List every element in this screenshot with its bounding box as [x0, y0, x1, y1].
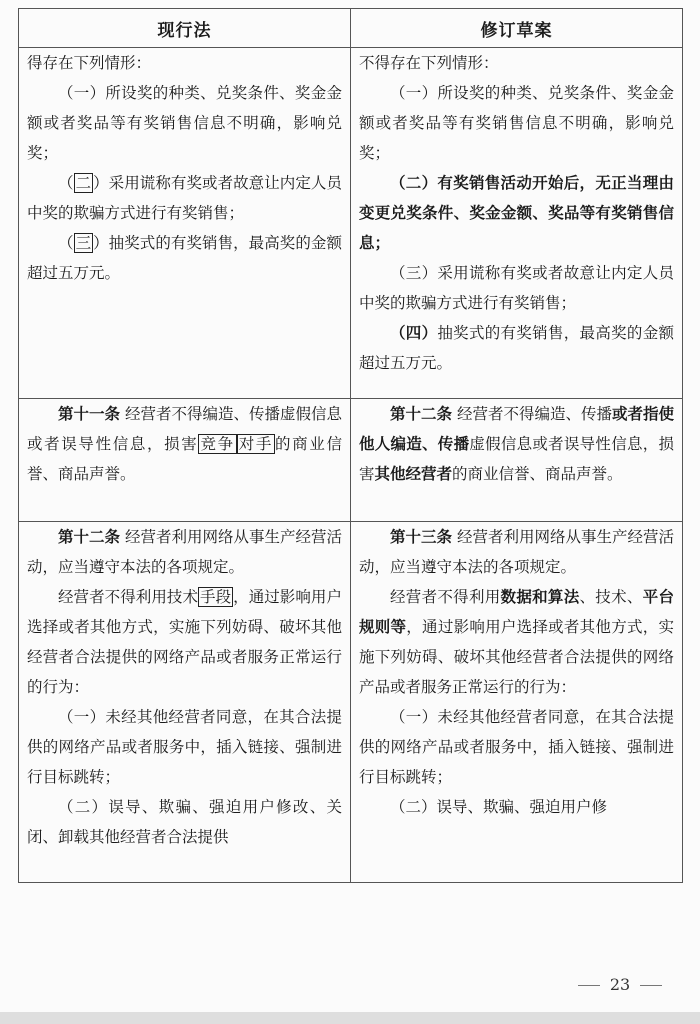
- item-2-new: （二）有奖销售活动开始后，无正当理由变更兑奖条件、奖金金额、奖品等有奖销售信息；: [359, 174, 674, 252]
- current-law-cell: [19, 399, 351, 522]
- article-paragraph: 第十二条 经营者不得编造、传播或者指使他人编造、传播虚假信息或者误导性信息，损害其他经营者的商业信誉、商品声誉。: [359, 405, 674, 483]
- article-number: 第十一条: [58, 405, 121, 423]
- revised-draft-cell: [351, 399, 683, 522]
- paragraph: 经营者不得利用数据和算法、技术、平台规则等，通过影响用户选择或者其他方式，实施下列妨碍、破坏其他经营者合法提供的网络产品或者服务正常运行的行为：: [359, 588, 674, 696]
- header-current-law: 现行法: [19, 9, 351, 48]
- revised-draft-cell: [351, 522, 683, 883]
- item-2: （二）误导、欺骗、强迫用户修改、关闭、卸载其他经营者合法提供: [27, 798, 342, 846]
- article-paragraph: 第十二条 经营者利用网络从事生产经营活动，应当遵守本法的各项规定。: [27, 528, 342, 576]
- page-number: 23: [560, 975, 680, 994]
- article-number: 第十三条: [390, 528, 453, 546]
- item-1: （一）未经其他经营者同意，在其合法提供的网络产品或者服务中，插入链接、强制进行目标跳转；: [27, 708, 342, 786]
- revised-draft-cell: [351, 48, 683, 399]
- header-revised-draft: 修订草案: [351, 9, 683, 48]
- item-2: （ 二 ）采用谎称有奖或者故意让内定人员中奖的欺骗方式进行有奖销售；: [27, 174, 342, 222]
- intro-text: 得存在下列情形：: [27, 54, 152, 72]
- boxed-marker: 二: [75, 174, 92, 192]
- comparison-table: [18, 8, 683, 883]
- item-1: （一）未经其他经营者同意，在其合法提供的网络产品或者服务中，插入链接、强制进行目标跳转；: [359, 708, 674, 786]
- page-edge: [0, 1012, 700, 1024]
- table-row: [19, 522, 683, 883]
- boxed-text: 竞争: [200, 435, 235, 453]
- boxed-marker: 三: [75, 234, 92, 252]
- table-row: [19, 48, 683, 399]
- intro-text: 不得存在下列情形：: [359, 54, 499, 72]
- table-row: [19, 399, 683, 522]
- current-law-cell: [19, 522, 351, 883]
- article-number: 第十二条: [390, 405, 453, 423]
- table-header-row: [19, 9, 683, 48]
- item-2: （二）误导、欺骗、强迫用户修: [390, 798, 608, 816]
- article-paragraph: 第十一条 经营者不得编造、传播虚假信息或者误导性信息，损害 竞争 对手 的商业信誉、商品声誉。: [27, 405, 342, 483]
- boxed-text: 手段: [200, 588, 232, 606]
- item-1: （一）所设奖的种类、兑奖条件、奖金金额或者奖品等有奖销售信息不明确，影响兑奖；: [27, 84, 342, 162]
- paragraph: 经营者不得利用技术 手段 ，通过影响用户选择或者其他方式，实施下列妨碍、破坏其他经营者合法提供的网络产品或者服务正常运行的行为：: [27, 588, 342, 696]
- item-4: （四）抽奖式的有奖销售，最高奖的金额超过五万元。: [359, 324, 674, 372]
- item-3: （三）采用谎称有奖或者故意让内定人员中奖的欺骗方式进行有奖销售；: [359, 264, 674, 312]
- article-number: 第十二条: [58, 528, 121, 546]
- article-paragraph: 第十三条 经营者利用网络从事生产经营活动，应当遵守本法的各项规定。: [359, 528, 674, 576]
- current-law-cell: [19, 48, 351, 399]
- item-3: （ 三 ）抽奖式的有奖销售，最高奖的金额超过五万元。: [27, 234, 342, 282]
- boxed-text: 对手: [238, 435, 274, 453]
- item-1: （一）所设奖的种类、兑奖条件、奖金金额或者奖品等有奖销售信息不明确，影响兑奖；: [359, 84, 674, 162]
